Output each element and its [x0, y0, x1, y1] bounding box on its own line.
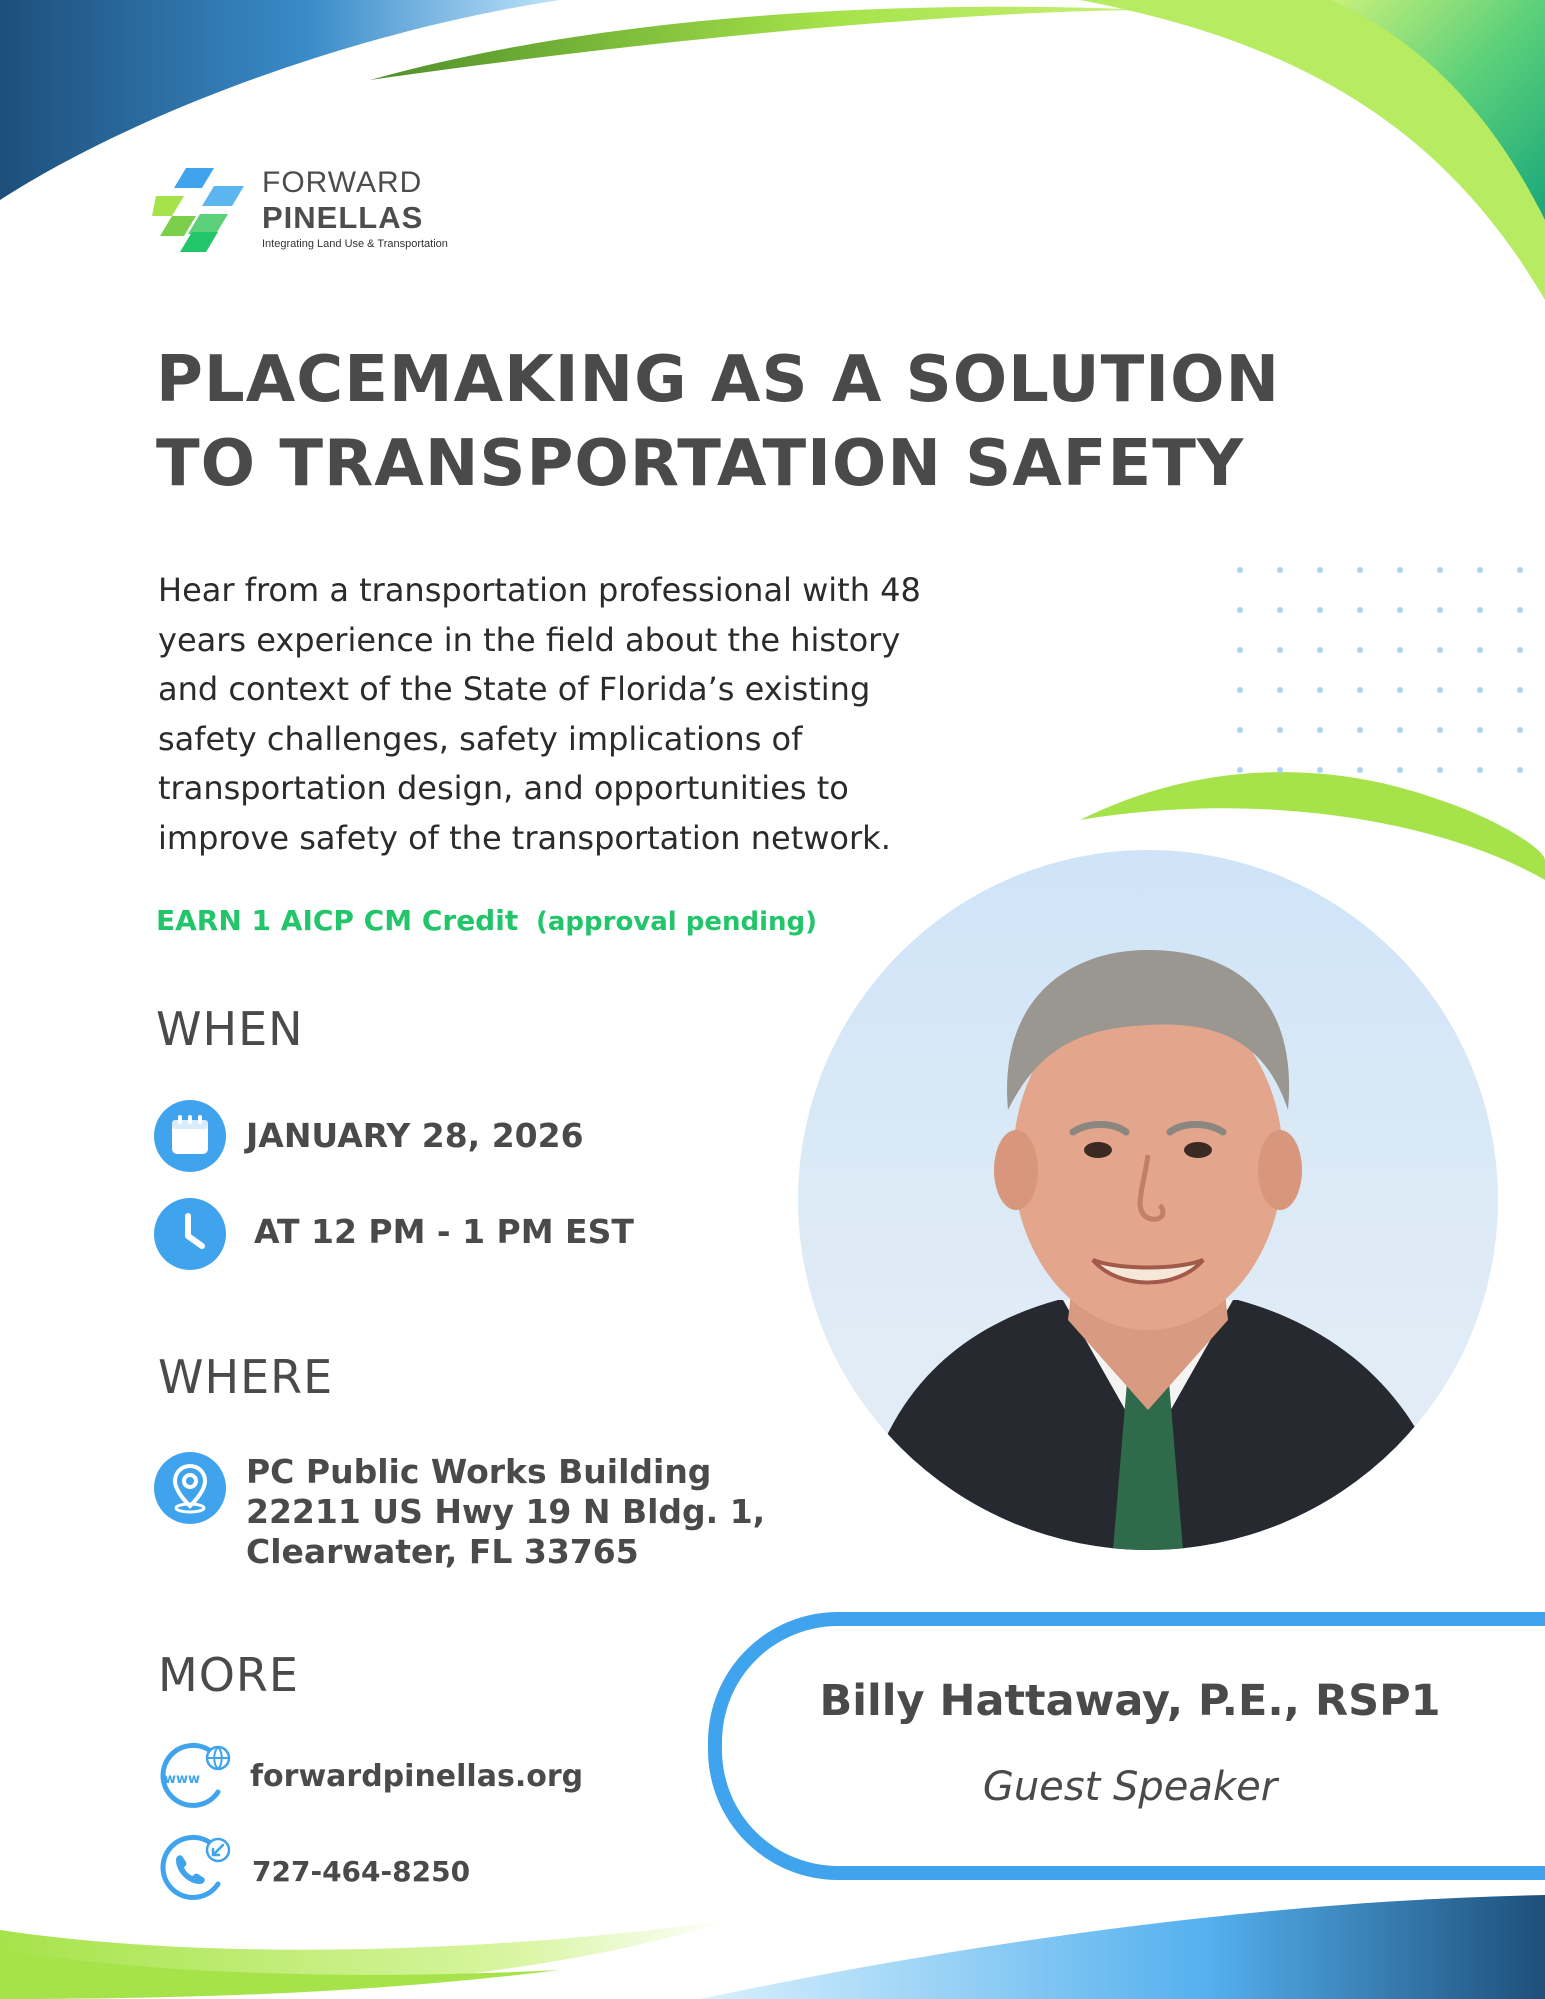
more-heading: MORE	[158, 1648, 299, 1702]
credit-approval-note: (approval pending)	[535, 907, 818, 937]
calendar-icon	[154, 1100, 226, 1172]
website-link[interactable]: forwardpinellas.org	[250, 1759, 584, 1794]
title-line-2: TO TRANSPORTATION SAFETY	[156, 427, 1245, 501]
address-line: PC Public Works Building	[246, 1452, 712, 1491]
credit-main: EARN 1 AICP CM Credit	[156, 904, 519, 937]
logo-line-2: PINELLAS	[262, 200, 424, 235]
phone-icon	[152, 1832, 234, 1908]
description-line: Hear from a transportation professional with 48	[158, 571, 921, 609]
address-line: Clearwater, FL 33765	[246, 1532, 639, 1571]
page-title	[156, 338, 1356, 506]
www-label: www	[164, 1772, 201, 1787]
when-heading: WHEN	[156, 1002, 304, 1056]
location-pin-icon	[154, 1452, 226, 1524]
description-line: safety challenges, safety implications of	[158, 719, 803, 758]
description-line: and context of the State of Florida’s existing	[158, 670, 871, 708]
address-line: 22211 US Hwy 19 N Bldg. 1,	[246, 1492, 766, 1531]
speaker-portrait-illustration	[798, 850, 1498, 1550]
phone-link[interactable]: 727-464-8250	[252, 1855, 471, 1888]
description-line: years experience in the field about the history	[158, 620, 901, 659]
clock-icon	[154, 1198, 226, 1270]
website-globe-icon	[152, 1740, 234, 1816]
speaker-role: Guest Speaker	[982, 1764, 1278, 1810]
where-heading: WHERE	[158, 1350, 334, 1404]
event-time: AT 12 PM - 1 PM EST	[254, 1212, 634, 1251]
event-date: JANUARY 28, 2026	[246, 1116, 584, 1155]
speaker-card	[708, 1612, 1545, 1880]
description-line: improve safety of the transportation network.	[158, 818, 891, 857]
speaker-name: Billy Hattaway, P.E., RSP1	[819, 1676, 1441, 1726]
title-line-1: PLACEMAKING AS A SOLUTION	[156, 343, 1281, 417]
logo-tagline: Integrating Land Use & Transportation	[262, 238, 448, 250]
event-description	[158, 566, 1058, 863]
event-address	[246, 1452, 765, 1572]
logo-line-1: FORWARD	[262, 166, 423, 199]
credit-note	[156, 904, 817, 937]
speaker-photo	[798, 850, 1498, 1550]
description-line: transportation design, and opportunities to	[158, 769, 849, 807]
forward-pinellas-logo-icon	[152, 166, 252, 256]
dot-grid-decoration	[1236, 566, 1536, 786]
